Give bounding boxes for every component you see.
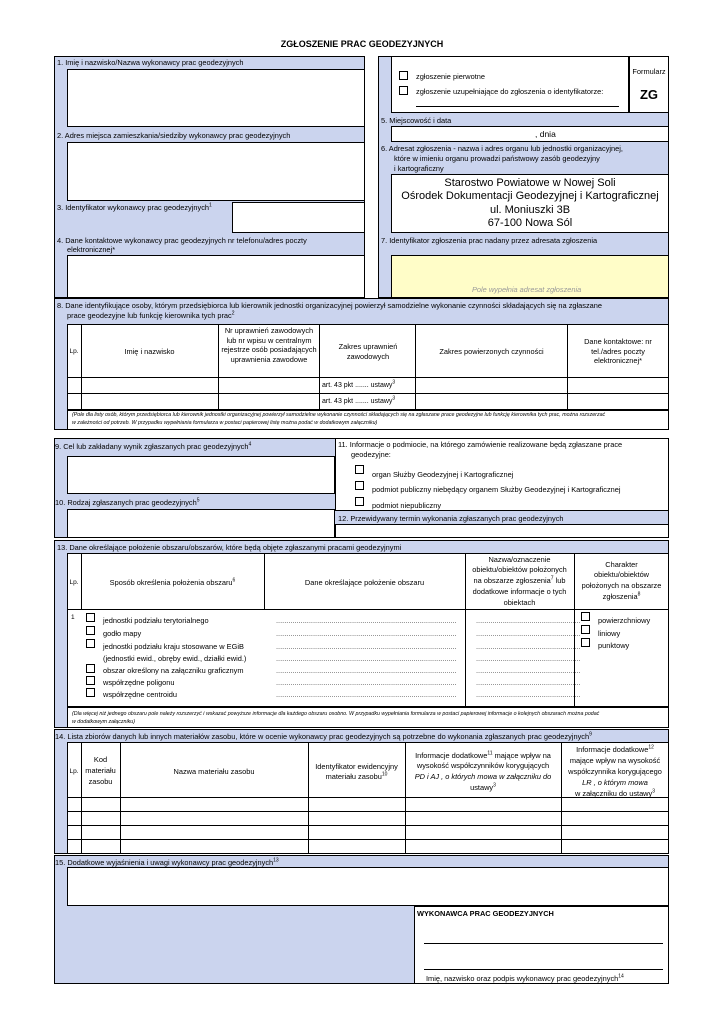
s8-name-header: Imię i nazwisko	[124, 347, 175, 356]
object-dots-1: ...................................................	[476, 616, 581, 625]
method-egib-checkbox[interactable]	[86, 639, 95, 648]
work-type-field[interactable]	[67, 509, 335, 538]
identifier-line	[416, 106, 619, 107]
form-code-label: Formularz	[632, 67, 666, 76]
method-graphic-checkbox[interactable]	[86, 664, 95, 673]
location-dots-5: ........................................................................................	[276, 666, 457, 675]
s14-code-header-1: Kod	[93, 755, 108, 764]
s14-lr-header-3: współczynnika korygującego	[568, 767, 662, 776]
char-area-label: powierzchniowy	[598, 616, 651, 625]
method-polygon-checkbox[interactable]	[86, 676, 95, 685]
s13-objects-header-3: na obszarze zgłoszenia$^7$ lub	[473, 575, 566, 585]
client-public-checkbox[interactable]	[355, 481, 364, 490]
object-dots-7: ...................................................	[476, 690, 581, 699]
s14-label: 14. Lista zbiorów danych lub innych materiałów zasobu, które w ocenie wykonawcy prac geodezyjnych są potrzebne do wykonania zgłaszanych prac geodezyjnych$^9$	[55, 731, 592, 741]
s13-lp-header: Lp.	[69, 579, 79, 586]
s14-info-header-3: PD i AJ , o których mowa w załączniku do	[414, 772, 552, 781]
s4-label-1: 4. Dane kontaktowe wykonawcy prac geodezyjnych nr telefonu/adres poczty	[57, 236, 307, 245]
signature-caption: Imię, nazwisko oraz podpis wykonawcy prac geodezyjnych$^{14}$	[426, 973, 624, 983]
s6-label-2: które w imieniu organu prowadzi państwowy zasób geodezyjny	[394, 154, 600, 163]
object-dots-3: ...................................................	[476, 642, 581, 651]
addressee-line-2: Ośrodek Dokumentacji Geodezyjnej i Kartograficznej	[401, 190, 659, 202]
s13-method-header: Sposób określenia położenia obszaru$^6$	[109, 577, 236, 587]
place-date-field[interactable]	[391, 126, 669, 142]
location-dots-6: ........................................................................................	[276, 678, 457, 687]
remarks-field[interactable]	[67, 867, 669, 906]
s9-label: 9. Cel lub zakładany wynik zgłaszanych prac geodezyjnych$^4$	[55, 441, 252, 451]
s13-row-number: 1	[71, 614, 75, 621]
s13-char-header-4: zgłoszenia$^8$	[602, 591, 641, 601]
s5-label: 5. Miejscowość i data	[381, 116, 452, 125]
first-notification-label: zgłoszenie pierwotne	[416, 72, 486, 81]
s13-note-1: (Dla więcej niż jednego obszaru pole należy rozszerzyć i wskazać powyższe informacje dla każdego obszaru osobno. W przypadku wypełniania formularza w postaci papierowej informacje o kolejnych obszarach można podać	[72, 711, 600, 717]
method-territorial-label: jednostki podziału terytorialnego	[103, 616, 209, 625]
location-dots-3: ........................................................................................	[276, 642, 457, 651]
s8-license-header: Nr uprawnień zawodowych lub nr wpisu w centralnym rejestrze osób posiadających uprawnienia zawodowe	[221, 326, 317, 364]
purpose-field[interactable]	[67, 456, 335, 494]
s13-objects-header-1: Nazwa/oznaczenie	[488, 555, 551, 564]
client-sgk-label: organ Służby Geodezyjnej i Kartograficznej	[372, 470, 514, 479]
day-suffix: , dnia	[535, 129, 556, 139]
s12-label: 12. Przewidywany termin wykonania zgłaszanych prac geodezyjnych	[338, 514, 564, 523]
char-point-label: punktowy	[598, 641, 630, 650]
char-area-checkbox[interactable]	[581, 612, 590, 621]
s14-info-header-2: wysokość współczynników korygujących	[416, 761, 550, 770]
s8-row-1-scope: art. 43 pkt ....... ustawy$^3$	[322, 379, 396, 389]
s14-info-header-1: Informacje dodatkowe$^{11}$ mające wpływ na	[415, 750, 551, 760]
s14-lp-header: Lp.	[69, 768, 79, 775]
signature-heading: WYKONAWCA PRAC GEODEZYJNYCH	[417, 909, 554, 918]
applicant-address-field[interactable]	[67, 142, 365, 201]
method-territorial-checkbox[interactable]	[86, 613, 95, 622]
s14-id-header-2: materiału zasobu$^{10}$	[325, 771, 388, 781]
method-centroid-checkbox[interactable]	[86, 688, 95, 697]
object-dots-5: ...................................................	[476, 666, 581, 675]
notification-type-box	[391, 56, 629, 113]
s13-char-header-1: Charakter	[605, 560, 638, 569]
s10-label: 10. Rodzaj zgłaszanych prac geodezyjnych$^5$	[55, 497, 200, 507]
submission-id-placeholder: Pole wypełnia adresat zgłoszenia	[472, 285, 582, 294]
s11-label-2: geodezyjne:	[351, 450, 391, 459]
s6-label-3: i kartograficzny	[394, 164, 444, 173]
method-egib-label: jednostki podziału kraju stosowane w EGiB	[103, 642, 244, 651]
signature-line-2	[424, 969, 663, 970]
s14-code-header-2: materiału	[85, 766, 116, 775]
s8-note-2: w zależności od potrzeb. W przypadku wypełniania formularza w postaci papierowej listę można podać w dodatkowym załączniku)	[72, 420, 378, 426]
client-public-label: podmiot publiczny niebędący organem Służby Geodezyjnej i Kartograficznej	[372, 485, 621, 494]
supplementary-notification-label: zgłoszenie uzupełniające do zgłoszenia o identyfikatorze:	[416, 87, 604, 96]
method-graphic-label: obszar określony na załączniku graficznym	[103, 666, 244, 675]
method-egib-detail: (jednostki ewid., obręby ewid., działki ewid.)	[103, 654, 247, 663]
method-map-sheet-label: godło mapy	[103, 629, 142, 638]
s13-objects-header-4: dodatkowe informacje o tych	[472, 587, 567, 596]
applicant-name-field[interactable]	[67, 69, 365, 127]
addressee-line-1: Starostwo Powiatowe w Nowej Soli	[444, 177, 616, 189]
s14-code-header-3: zasobu	[88, 777, 113, 786]
s14-info-header-4: ustawy$^3$	[470, 782, 496, 792]
s8-lp-header: Lp.	[69, 348, 79, 355]
first-notification-checkbox[interactable]	[399, 71, 408, 80]
location-dots-4: ........................................................................................	[276, 654, 457, 663]
location-dots-7: ........................................................................................	[276, 690, 457, 699]
s14-lr-header-5: w załączniku do ustawy$^3$	[574, 788, 655, 798]
applicant-contact-field[interactable]	[67, 255, 365, 298]
object-dots-4: ...................................................	[476, 654, 581, 663]
s8-scope-license-header: Zakres uprawnień zawodowych	[338, 342, 398, 361]
char-line-checkbox[interactable]	[581, 625, 590, 634]
location-dots-2: ........................................................................................	[276, 629, 457, 638]
s15-label: 15. Dodatkowe wyjaśnienia i uwagi wykonawcy prac geodezyjnych$^{13}$	[55, 857, 279, 867]
method-polygon-label: współrzędne poligonu	[103, 678, 175, 687]
s13-note-2: w dodatkowym załączniku)	[72, 719, 135, 725]
addressee-line-3: ul. Moniuszki 3B	[489, 204, 571, 216]
s6-label-1: 6. Adresat zgłoszenia - nazwa i adres organu lub jednostki organizacyjnej,	[381, 144, 623, 153]
object-dots-2: ...................................................	[476, 629, 581, 638]
s8-label-1: 8. Dane identyfikujące osoby, którym przedsiębiorca lub kierownik jednostki organizacyjnej powierzył samodzielne wykonanie czynności składających się na zgłaszane	[57, 301, 602, 310]
client-sgk-checkbox[interactable]	[355, 465, 364, 474]
s1-label: 1. Imię i nazwisko/Nazwa wykonawcy prac geodezyjnych	[57, 58, 244, 67]
object-dots-6: ...................................................	[476, 678, 581, 687]
applicant-id-field[interactable]	[232, 202, 365, 233]
client-private-checkbox[interactable]	[355, 497, 364, 506]
s11-label-1: 11. Informacje o podmiocie, na którego zamówienie realizowane będą zgłaszane prace	[338, 440, 623, 449]
s13-objects-header-5: obiektach	[503, 598, 536, 607]
s3-label: 3. Identyfikator wykonawcy prac geodezyjnych$^1$	[57, 202, 212, 212]
client-private-label: podmiot niepubliczny	[372, 501, 442, 510]
s4-label-2: elektronicznej*	[67, 245, 116, 254]
location-dots-1: ........................................................................................	[276, 616, 457, 625]
s8-row-2-scope: art. 43 pkt ....... ustawy$^3$	[322, 395, 396, 405]
signature-line-1	[424, 943, 663, 944]
form-code-box	[629, 56, 669, 113]
form-title: ZGŁOSZENIE PRAC GEODEZYJNYCH	[280, 39, 444, 49]
s13-data-header: Dane określające położenie obszaru	[304, 578, 425, 587]
method-map-sheet-checkbox[interactable]	[86, 626, 95, 635]
s8-label-2: prace geodezyjne lub funkcję kierownika tych prac$^2$	[67, 310, 235, 320]
s14-lr-header-1: Informacje dodatkowe$^{12}$	[576, 744, 654, 754]
s13-char-header-2: obiektu/obiektów	[593, 570, 650, 579]
s14-id-header-1: Identyfikator ewidencyjny	[315, 762, 398, 771]
s8-contact-header: Dane kontaktowe: nr tel./adres poczty elektronicznej*	[584, 337, 652, 365]
method-centroid-label: współrzędne centroidu	[103, 690, 177, 699]
form-code: ZG	[639, 87, 659, 102]
s8-tasks-header: Zakres powierzonych czynności	[439, 347, 544, 356]
s14-name-header: Nazwa materiału zasobu	[173, 767, 255, 776]
s13-objects-header-2: obiektu/obiektów położonych	[472, 565, 567, 574]
deadline-field[interactable]	[335, 524, 669, 538]
s14-lr-header-4: LR , o którym mowa	[582, 778, 648, 787]
char-point-checkbox[interactable]	[581, 638, 590, 647]
char-line-label: liniowy	[598, 629, 621, 638]
s13-char-header-3: położonych na obszarze	[581, 581, 662, 590]
s14-lr-header-2: mające wpływ na wysokość	[569, 756, 661, 765]
addressee-line-4: 67-100 Nowa Sól	[487, 217, 573, 229]
s7-label: 7. Identyfikator zgłoszenia prac nadany przez adresata zgłoszenia	[381, 236, 598, 245]
s13-label: 13. Dane określające położenie obszaru/obszarów, które będą objęte zgłaszanymi pracami geodezyjnymi	[57, 543, 402, 552]
s2-label: 2. Adres miejsca zamieszkania/siedziby wykonawcy prac geodezyjnych	[57, 131, 291, 140]
supplementary-notification-checkbox[interactable]	[399, 86, 408, 95]
s8-note-1: (Pole dla listy osób, którym przedsiębiorca lub kierownik jednostki organizacyjnej powierzył samodzielne wykonanie czynności składających się na zgłaszane prace geodezyjne lub funkcję kierownika tych prac, można rozszerzać	[72, 412, 606, 418]
